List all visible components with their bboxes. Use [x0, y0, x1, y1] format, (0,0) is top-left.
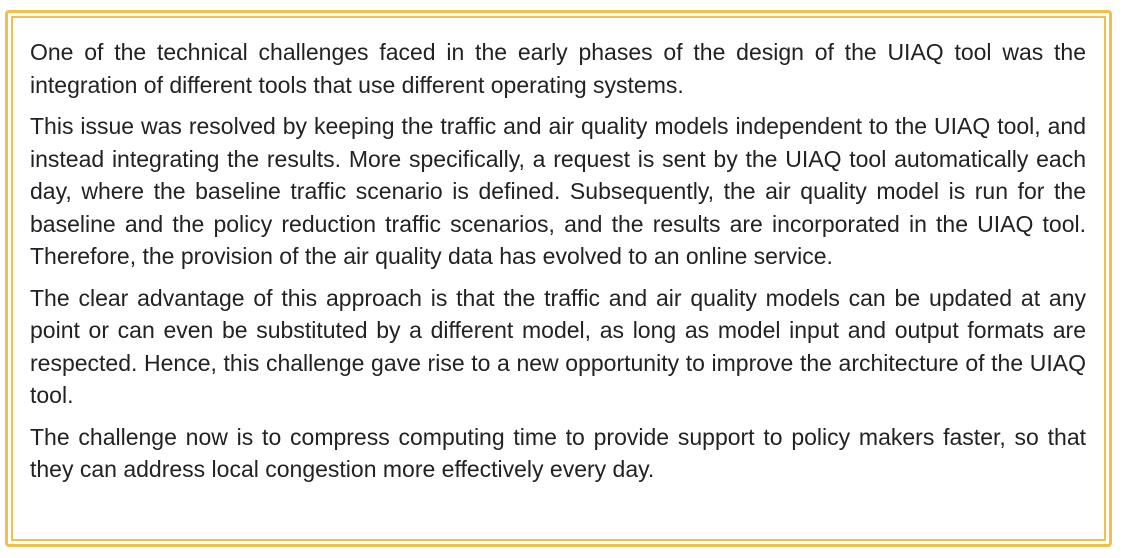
paragraph-technical-challenge: One of the technical challenges faced in the early phases of the design of the UIAQ tool was the integration of different tools that use different operating systems. — [30, 39, 1086, 98]
paragraph-current-challenge: The challenge now is to compress computing time to provide support to policy makers faster, so that they can address local congestion more effectively every day. — [30, 423, 1086, 482]
paragraph-advantage: The clear advantage of this approach is that the traffic and air quality models can be updated at any point or can even be substituted by a different model, as long as model input and output formats are respected. Hence, this challenge gave rise to a new opportunity to improve the architecture of the UIAQ tool. — [30, 284, 1086, 408]
callout-text-block — [30, 36, 1086, 495]
paragraph-resolution: This issue was resolved by keeping the traffic and air quality models independent to the UIAQ tool, and instead integrating the results. More specifically, a request is sent by the UIAQ tool automatically each day, where the baseline traffic scenario is defined. Subsequently, the air quality model is run for the baseline and the policy reduction traffic scenarios, and the results are incorporated in the UIAQ tool. Therefore, the provision of the air quality data has evolved to an online service. — [30, 113, 1086, 269]
